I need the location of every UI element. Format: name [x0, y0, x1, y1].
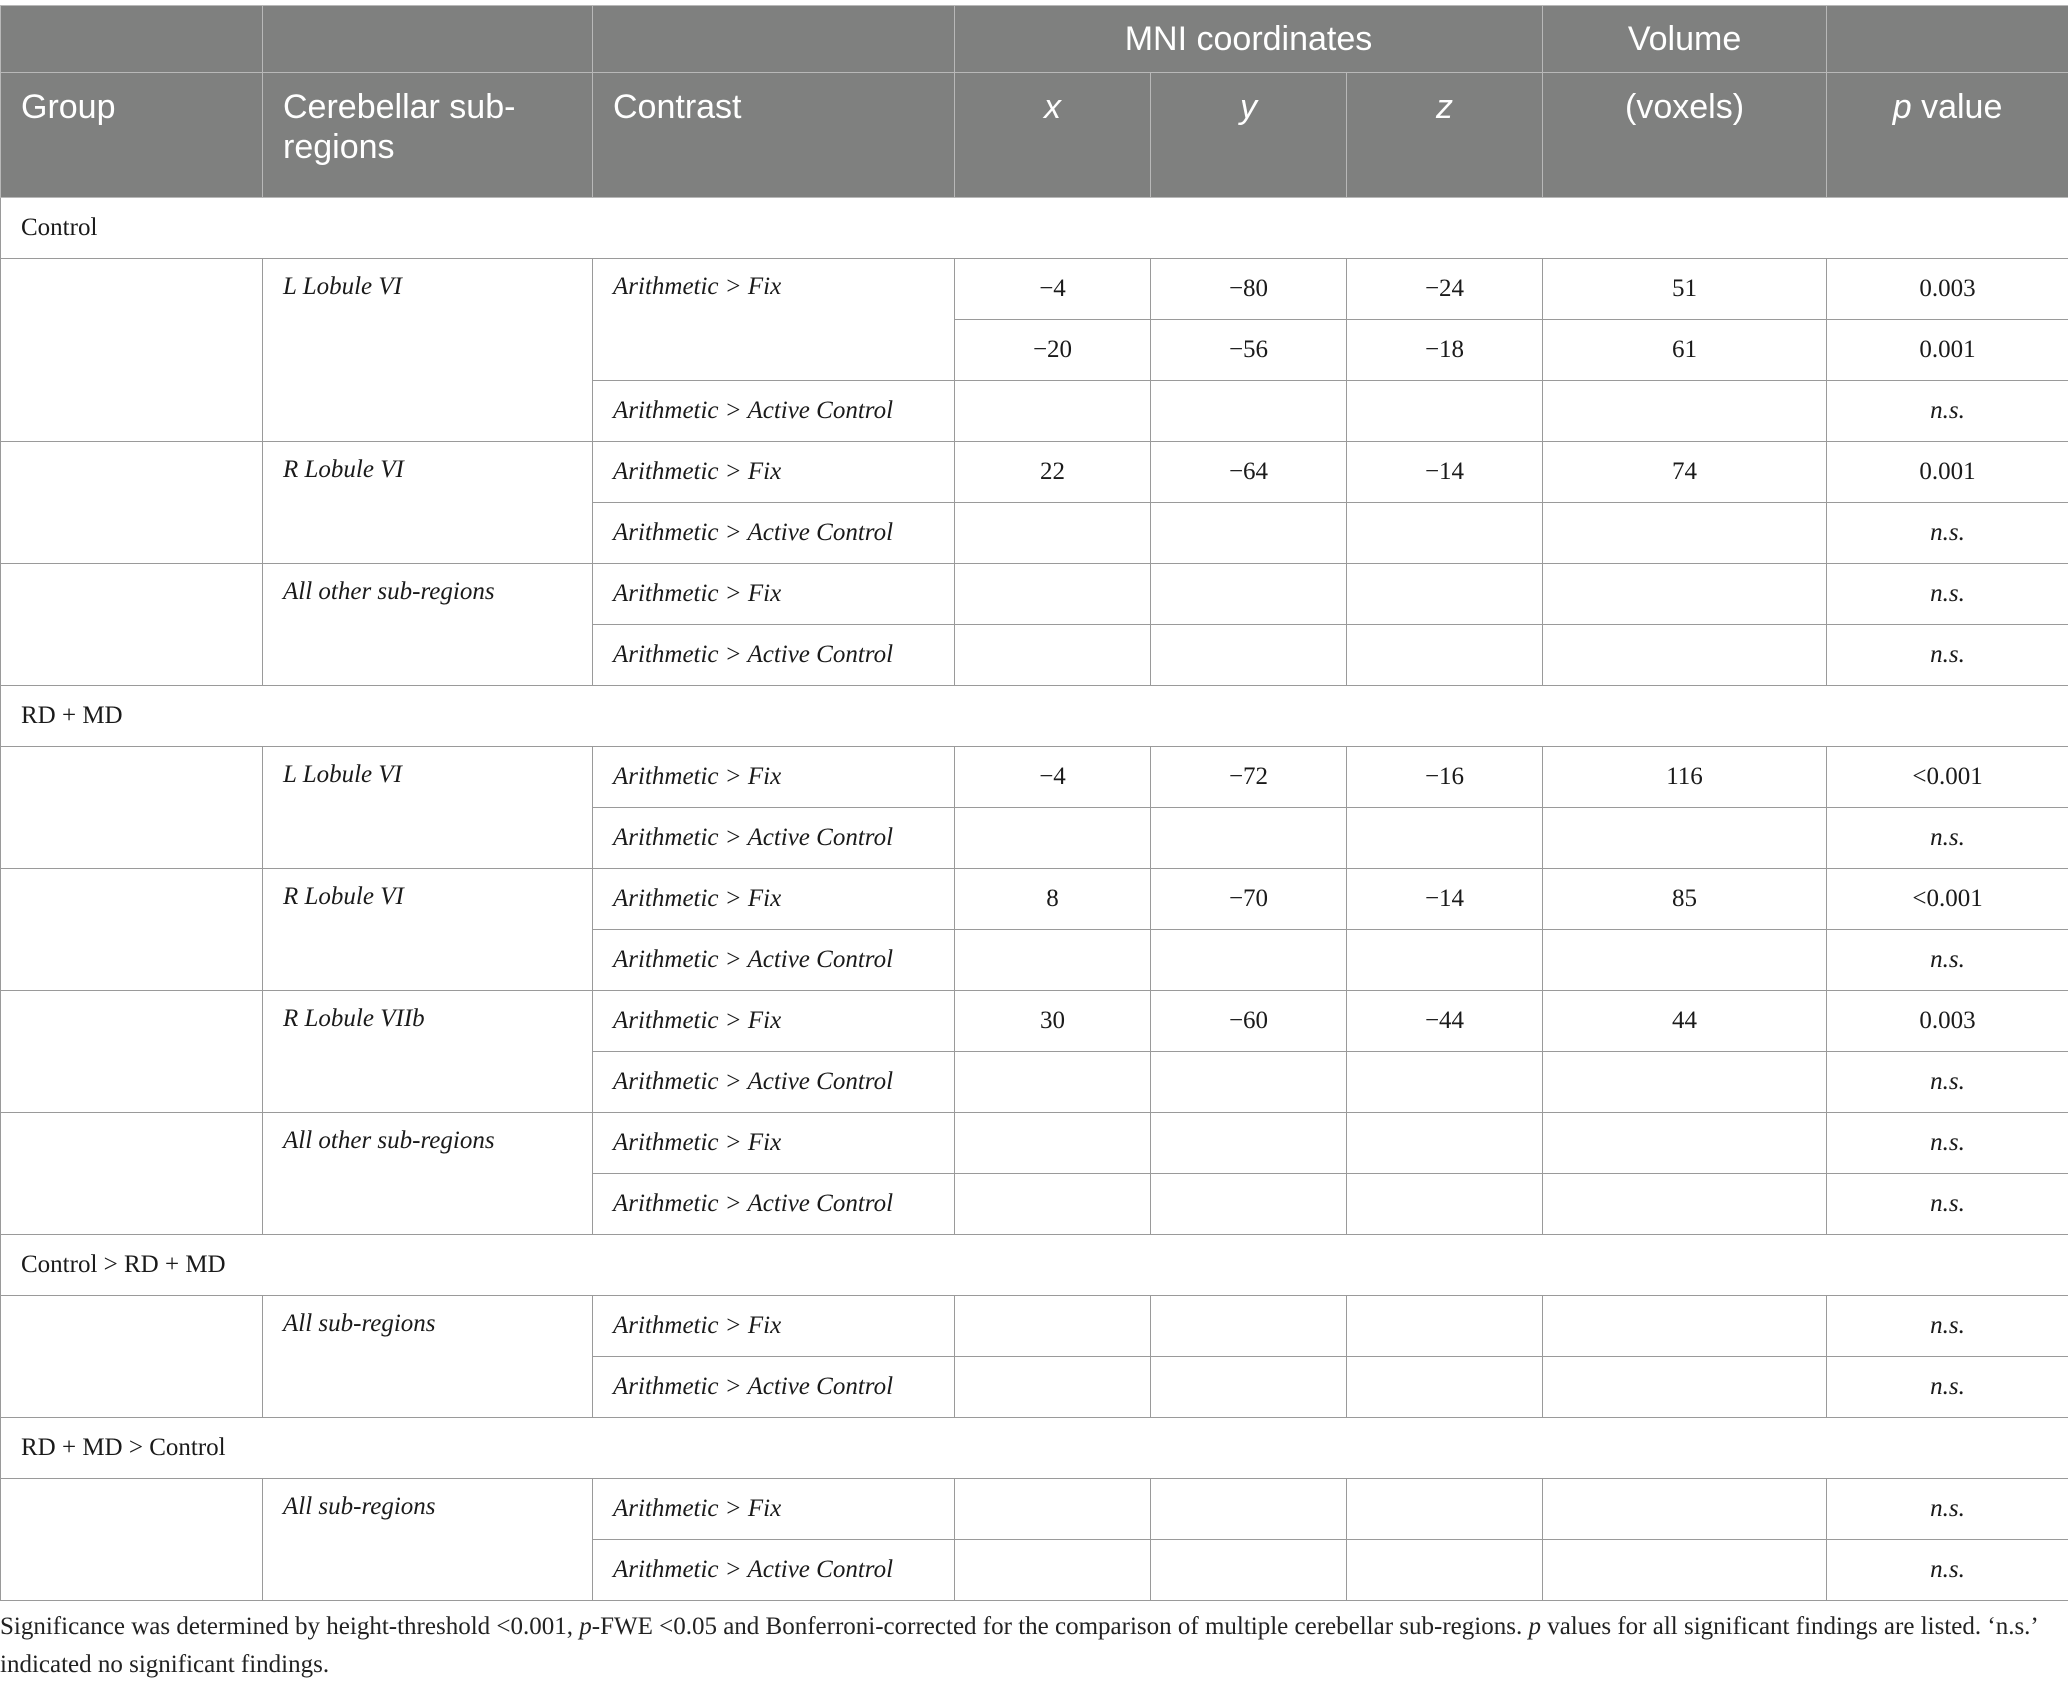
y-cell [1151, 808, 1347, 869]
x-cell [955, 1540, 1151, 1601]
x-cell [955, 1052, 1151, 1113]
volume-cell [1543, 564, 1827, 625]
z-cell: −16 [1347, 747, 1543, 808]
p-cell: n.s. [1827, 1479, 2068, 1540]
p-cell: n.s. [1827, 930, 2068, 991]
blank-cell [1, 442, 263, 564]
table-header [1, 6, 2068, 198]
header-p-italic: p [1892, 88, 1912, 126]
y-cell [1151, 1540, 1347, 1601]
blank-cell [1, 1113, 263, 1235]
contrast-cell: Arithmetic > Fix [593, 991, 955, 1052]
region-all-other: All other sub-regions [263, 1113, 593, 1235]
blank-cell [1, 869, 263, 991]
volume-cell: 61 [1543, 320, 1827, 381]
region-all: All sub-regions [263, 1479, 593, 1601]
p-cell: n.s. [1827, 503, 2068, 564]
z-cell [1347, 564, 1543, 625]
x-cell [955, 381, 1151, 442]
results-table [0, 5, 2068, 1601]
volume-cell [1543, 1357, 1827, 1418]
contrast-cell: Arithmetic > Fix [593, 259, 955, 381]
z-cell [1347, 625, 1543, 686]
header-empty-cell [593, 6, 955, 73]
volume-cell [1543, 1296, 1827, 1357]
x-cell [955, 625, 1151, 686]
header-mni-coordinates: MNI coordinates [955, 6, 1543, 73]
group-row [1, 686, 2068, 747]
p-cell: n.s. [1827, 808, 2068, 869]
p-cell: n.s. [1827, 1113, 2068, 1174]
results-table-wrapper [0, 5, 2068, 1601]
y-cell: −64 [1151, 442, 1347, 503]
table-body [1, 198, 2068, 1601]
y-cell [1151, 1296, 1347, 1357]
z-cell [1347, 1479, 1543, 1540]
header-row-top [1, 6, 2068, 73]
y-cell [1151, 503, 1347, 564]
y-cell: −72 [1151, 747, 1347, 808]
region-all-other: All other sub-regions [263, 564, 593, 686]
volume-cell [1543, 808, 1827, 869]
header-row-columns [1, 73, 2068, 198]
volume-cell [1543, 1113, 1827, 1174]
table-row [1, 1113, 2068, 1174]
table-row [1, 991, 2068, 1052]
header-p-rest: value [1911, 88, 2003, 126]
blank-cell [1, 991, 263, 1113]
group-row [1, 198, 2068, 259]
z-cell [1347, 1540, 1543, 1601]
contrast-cell: Arithmetic > Active Control [593, 381, 955, 442]
z-cell: −44 [1347, 991, 1543, 1052]
group-row [1, 1235, 2068, 1296]
contrast-cell: Arithmetic > Fix [593, 747, 955, 808]
group-label-rdmd-gt-control: RD + MD > Control [1, 1418, 2068, 1479]
group-row [1, 1418, 2068, 1479]
header-p-value [1827, 73, 2068, 198]
volume-cell [1543, 1052, 1827, 1113]
z-cell: −14 [1347, 869, 1543, 930]
z-cell [1347, 930, 1543, 991]
x-cell: 30 [955, 991, 1151, 1052]
header-group: Group [1, 73, 263, 198]
header-x: x [955, 73, 1151, 198]
x-cell: −4 [955, 747, 1151, 808]
p-cell: n.s. [1827, 1296, 2068, 1357]
p-cell: n.s. [1827, 1357, 2068, 1418]
footnote-part: -FWE <0.05 and Bonferroni-corrected for the comparison of multiple cerebellar sub-regions. [591, 1613, 1529, 1640]
footnote-p-italic: p [1528, 1613, 1541, 1640]
x-cell [955, 503, 1151, 564]
x-cell [955, 1174, 1151, 1235]
x-cell [955, 930, 1151, 991]
contrast-cell: Arithmetic > Active Control [593, 808, 955, 869]
y-cell: −80 [1151, 259, 1347, 320]
volume-cell [1543, 1540, 1827, 1601]
footnote-p-italic: p [579, 1613, 592, 1640]
region-l-lobule-vi: L Lobule VI [263, 259, 593, 442]
blank-cell [1, 1296, 263, 1418]
contrast-cell: Arithmetic > Active Control [593, 503, 955, 564]
y-cell: −70 [1151, 869, 1347, 930]
contrast-cell: Arithmetic > Active Control [593, 1540, 955, 1601]
x-cell [955, 808, 1151, 869]
z-cell [1347, 1296, 1543, 1357]
contrast-cell: Arithmetic > Active Control [593, 1052, 955, 1113]
x-cell [955, 1113, 1151, 1174]
header-empty-cell [1, 6, 263, 73]
z-cell [1347, 808, 1543, 869]
x-cell [955, 1296, 1151, 1357]
header-empty-cell [1827, 6, 2068, 73]
contrast-cell: Arithmetic > Fix [593, 564, 955, 625]
table-row [1, 564, 2068, 625]
header-cerebellar-subregions: Cerebellar sub-regions [263, 73, 593, 198]
p-cell: n.s. [1827, 625, 2068, 686]
volume-cell [1543, 930, 1827, 991]
region-l-lobule-vi: L Lobule VI [263, 747, 593, 869]
z-cell: −18 [1347, 320, 1543, 381]
x-cell: −4 [955, 259, 1151, 320]
region-r-lobule-viib: R Lobule VIIb [263, 991, 593, 1113]
y-cell: −60 [1151, 991, 1347, 1052]
z-cell: −14 [1347, 442, 1543, 503]
volume-cell [1543, 1174, 1827, 1235]
region-r-lobule-vi: R Lobule VI [263, 869, 593, 991]
header-contrast: Contrast [593, 73, 955, 198]
header-voxels: (voxels) [1543, 73, 1827, 198]
x-cell [955, 564, 1151, 625]
contrast-cell: Arithmetic > Fix [593, 1296, 955, 1357]
footnote-part: values for all significant findings are listed. ‘n.s.’ indicated no significant findings. [0, 1613, 2037, 1678]
p-cell: 0.003 [1827, 991, 2068, 1052]
y-cell [1151, 625, 1347, 686]
p-cell: <0.001 [1827, 747, 2068, 808]
blank-cell [1, 747, 263, 869]
contrast-cell: Arithmetic > Active Control [593, 1357, 955, 1418]
contrast-cell: Arithmetic > Fix [593, 442, 955, 503]
x-cell [955, 1357, 1151, 1418]
p-cell: n.s. [1827, 1174, 2068, 1235]
contrast-cell: Arithmetic > Fix [593, 1113, 955, 1174]
group-label-rdmd: RD + MD [1, 686, 2068, 747]
z-cell [1347, 1113, 1543, 1174]
y-cell: −56 [1151, 320, 1347, 381]
header-volume: Volume [1543, 6, 1827, 73]
contrast-cell: Arithmetic > Active Control [593, 625, 955, 686]
y-cell [1151, 1052, 1347, 1113]
z-cell [1347, 381, 1543, 442]
y-cell [1151, 1357, 1347, 1418]
footnote-part: Significance was determined by height-threshold <0.001, [0, 1613, 580, 1640]
table-row [1, 747, 2068, 808]
region-r-lobule-vi: R Lobule VI [263, 442, 593, 564]
volume-cell: 116 [1543, 747, 1827, 808]
p-cell: n.s. [1827, 564, 2068, 625]
y-cell [1151, 1174, 1347, 1235]
z-cell [1347, 1357, 1543, 1418]
x-cell [955, 1479, 1151, 1540]
group-label-control-gt-rdmd: Control > RD + MD [1, 1235, 2068, 1296]
y-cell [1151, 930, 1347, 991]
x-cell: 8 [955, 869, 1151, 930]
volume-cell: 85 [1543, 869, 1827, 930]
group-label-control: Control [1, 198, 2068, 259]
volume-cell [1543, 1479, 1827, 1540]
table-row [1, 869, 2068, 930]
x-cell: −20 [955, 320, 1151, 381]
volume-cell [1543, 503, 1827, 564]
blank-cell [1, 564, 263, 686]
p-cell: n.s. [1827, 381, 2068, 442]
table-row [1, 1296, 2068, 1357]
volume-cell [1543, 381, 1827, 442]
volume-cell: 74 [1543, 442, 1827, 503]
header-y: y [1151, 73, 1347, 198]
x-cell: 22 [955, 442, 1151, 503]
contrast-cell: Arithmetic > Fix [593, 1479, 955, 1540]
header-z: z [1347, 73, 1543, 198]
table-row [1, 259, 2068, 320]
header-empty-cell [263, 6, 593, 73]
z-cell [1347, 1174, 1543, 1235]
contrast-cell: Arithmetic > Active Control [593, 930, 955, 991]
p-cell: 0.003 [1827, 259, 2068, 320]
p-cell: 0.001 [1827, 320, 2068, 381]
contrast-cell: Arithmetic > Fix [593, 869, 955, 930]
z-cell [1347, 1052, 1543, 1113]
y-cell [1151, 1113, 1347, 1174]
table-row [1, 442, 2068, 503]
p-cell: n.s. [1827, 1540, 2068, 1601]
volume-cell [1543, 625, 1827, 686]
contrast-cell: Arithmetic > Active Control [593, 1174, 955, 1235]
p-cell: n.s. [1827, 1052, 2068, 1113]
region-all: All sub-regions [263, 1296, 593, 1418]
y-cell [1151, 1479, 1347, 1540]
y-cell [1151, 381, 1347, 442]
p-cell: 0.001 [1827, 442, 2068, 503]
blank-cell [1, 259, 263, 442]
y-cell [1151, 564, 1347, 625]
p-cell: <0.001 [1827, 869, 2068, 930]
volume-cell: 51 [1543, 259, 1827, 320]
volume-cell: 44 [1543, 991, 1827, 1052]
z-cell: −24 [1347, 259, 1543, 320]
blank-cell [1, 1479, 263, 1601]
table-row [1, 1479, 2068, 1540]
table-footnote [0, 1608, 2060, 1684]
z-cell [1347, 503, 1543, 564]
